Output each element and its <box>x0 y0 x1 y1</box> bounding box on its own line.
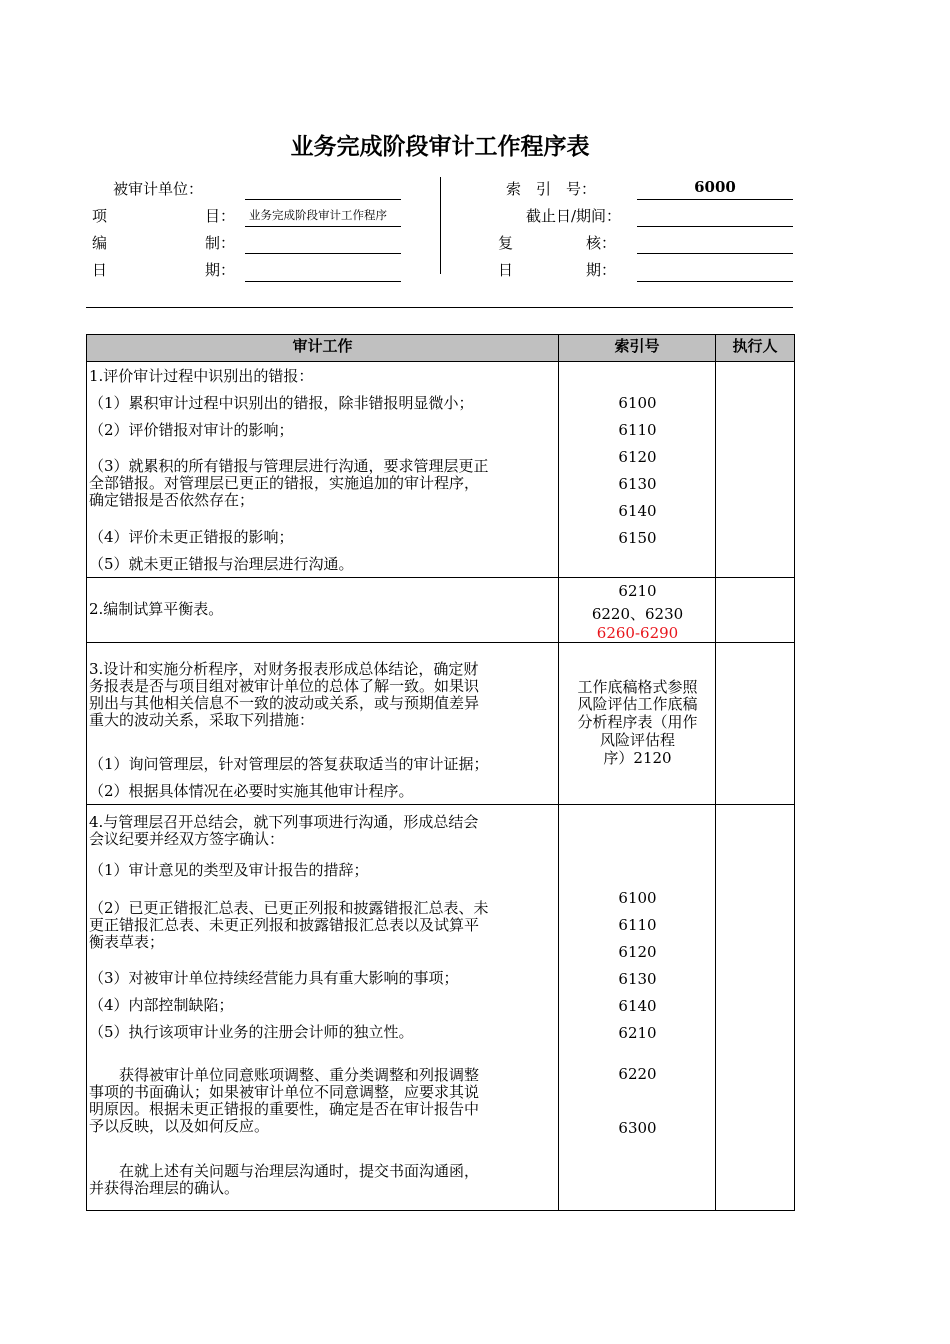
table-row <box>87 578 795 643</box>
s1-item-4: （4）评价未更正错报的影响； <box>89 528 294 546</box>
executor-cell-4[interactable] <box>716 805 795 1211</box>
work-cell-1 <box>87 362 559 578</box>
s1-item-3b: 全部错报。对管理层已更正的错报，实施追加的审计程序， <box>89 474 480 492</box>
s4-item-5: （5）执行该项审计业务的注册会计师的独立性。 <box>89 1023 414 1041</box>
index-ref: 6100 <box>618 394 657 412</box>
s3-heading-c: 别出与其他相关信息不一致的波动或关系，或与预期值差异 <box>89 694 480 712</box>
s4-note-1a: 获得被审计单位同意账项调整、重分类调整和列报调整 <box>89 1066 480 1084</box>
auditee-field[interactable] <box>245 199 401 200</box>
s4-note-1d: 予以反映，以及如何反应。 <box>89 1117 270 1135</box>
executor-cell-3[interactable] <box>716 643 795 805</box>
work-cell-4 <box>87 805 559 1211</box>
table-header-row <box>87 335 795 362</box>
page-title: 业务完成阶段审计工作程序表 <box>290 134 590 160</box>
index-cell-2 <box>559 578 716 643</box>
index-cell-1 <box>559 362 716 578</box>
s3-heading-a: 3.设计和实施分析程序，对财务报表形成总体结论，确定财 <box>89 660 479 678</box>
col-header-work: 审计工作 <box>87 335 559 362</box>
index-field[interactable] <box>637 199 793 200</box>
header-divider <box>440 177 441 274</box>
review-field[interactable] <box>637 253 793 254</box>
audit-procedure-table <box>86 334 795 1211</box>
index-ref-highlight: 6260-6290 <box>596 624 679 642</box>
header-separator <box>86 307 793 308</box>
s4-note-1c: 明原因。根据未更正错报的重要性，确定是否在审计报告中 <box>89 1100 480 1118</box>
index-cell-3 <box>559 643 716 805</box>
date2-label: 日 <box>498 261 514 279</box>
date-label: 日 <box>92 261 108 279</box>
index-ref: 6220、6230 <box>591 605 684 623</box>
index-note-e: 序）2120 <box>603 749 672 767</box>
index-ref: 6140 <box>618 502 657 520</box>
s4-note-2b: 并获得治理层的确认。 <box>89 1179 240 1197</box>
cutoff-field[interactable] <box>637 226 793 227</box>
index-ref: 6110 <box>618 421 657 439</box>
s1-item-3a: （3）就累积的所有错报与管理层进行沟通，要求管理层更正 <box>89 457 489 475</box>
s1-item-1: （1）累积审计过程中识别出的错报，除非错报明显微小； <box>89 394 474 412</box>
index-note-b: 风险评估工作底稿 <box>577 695 698 713</box>
s4-heading-b: 会议纪要并经双方签字确认： <box>89 830 285 848</box>
s4-heading-a: 4.与管理层召开总结会，就下列事项进行沟通，形成总结会 <box>89 813 479 831</box>
project-label-suffix: 目： <box>205 207 236 225</box>
index-ref: 6210 <box>618 582 657 600</box>
prepared-field[interactable] <box>245 253 401 254</box>
work-cell-2 <box>87 578 559 643</box>
review-label-suffix: 核： <box>586 234 617 252</box>
s4-item-1: （1）审计意见的类型及审计报告的措辞； <box>89 861 369 879</box>
index-ref: 6300 <box>618 1119 657 1137</box>
s4-item-2c: 衡表草表； <box>89 933 165 951</box>
cutoff-label: 截止日/期间： <box>526 207 622 225</box>
s4-item-2b: 更正错报汇总表、未更正列报和披露错报汇总表以及试算平 <box>89 916 480 934</box>
index-note-c: 分析程序表（用作 <box>577 713 698 731</box>
prepared-label-suffix: 制： <box>205 234 236 252</box>
s3-heading-b: 务报表是否与项目组对被审计单位的总体了解一致。如果识 <box>89 677 480 695</box>
s2-heading: 2.编制试算平衡表。 <box>89 600 224 618</box>
index-ref: 6210 <box>618 1024 657 1042</box>
s4-item-3: （3）对被审计单位持续经营能力具有重大影响的事项； <box>89 969 459 987</box>
project-label: 项 <box>92 207 108 225</box>
index-value: 6000 <box>694 178 736 196</box>
index-ref: 6110 <box>618 916 657 934</box>
auditee-label: 被审计单位： <box>113 180 204 198</box>
index-note-d: 风险评估程 <box>599 731 675 749</box>
col-header-index: 索引号 <box>559 335 716 362</box>
col-header-executor: 执行人 <box>716 335 795 362</box>
s1-item-5: （5）就未更正错报与治理层进行沟通。 <box>89 555 354 573</box>
prepared-label: 编 <box>92 234 108 252</box>
index-ref: 6130 <box>618 970 657 988</box>
s3-item-2: （2）根据具体情况在必要时实施其他审计程序。 <box>89 782 414 800</box>
s4-note-2a: 在就上述有关问题与治理层沟通时，提交书面沟通函， <box>89 1162 480 1180</box>
work-cell-3 <box>87 643 559 805</box>
table-row <box>87 362 795 578</box>
executor-cell-1[interactable] <box>716 362 795 578</box>
s1-item-3c: 确定错报是否依然存在； <box>89 491 255 509</box>
index-ref: 6220 <box>618 1065 657 1083</box>
table-row <box>87 643 795 805</box>
index-note-a: 工作底稿格式参照 <box>577 678 698 696</box>
index-cell-4 <box>559 805 716 1211</box>
index-ref: 6120 <box>618 448 657 466</box>
s1-heading: 1.评价审计过程中识别出的错报： <box>89 367 314 385</box>
date2-label-suffix: 期： <box>586 261 617 279</box>
project-value: 业务完成阶段审计工作程序 <box>249 208 387 222</box>
date-label-suffix: 期： <box>205 261 236 279</box>
index-ref: 6120 <box>618 943 657 961</box>
date2-field[interactable] <box>637 281 793 282</box>
s3-item-1: （1）询问管理层，针对管理层的答复获取适当的审计证据； <box>89 755 489 773</box>
index-ref: 6140 <box>618 997 657 1015</box>
index-ref: 6100 <box>618 889 657 907</box>
s4-item-2a: （2）已更正错报汇总表、已更正列报和披露错报汇总表、未 <box>89 899 489 917</box>
date-field[interactable] <box>245 281 401 282</box>
table-row <box>87 805 795 1211</box>
executor-cell-2[interactable] <box>716 578 795 643</box>
s4-item-4: （4）内部控制缺陷； <box>89 996 234 1014</box>
s3-heading-d: 重大的波动关系，采取下列措施： <box>89 711 315 729</box>
review-label: 复 <box>498 234 514 252</box>
s1-item-2: （2）评价错报对审计的影响； <box>89 421 294 439</box>
index-ref: 6150 <box>618 529 657 547</box>
s4-note-1b: 事项的书面确认；如果被审计单位不同意调整，应要求其说 <box>89 1083 480 1101</box>
index-label: 索 引 号： <box>506 180 597 198</box>
index-ref: 6130 <box>618 475 657 493</box>
project-field[interactable] <box>245 226 401 227</box>
